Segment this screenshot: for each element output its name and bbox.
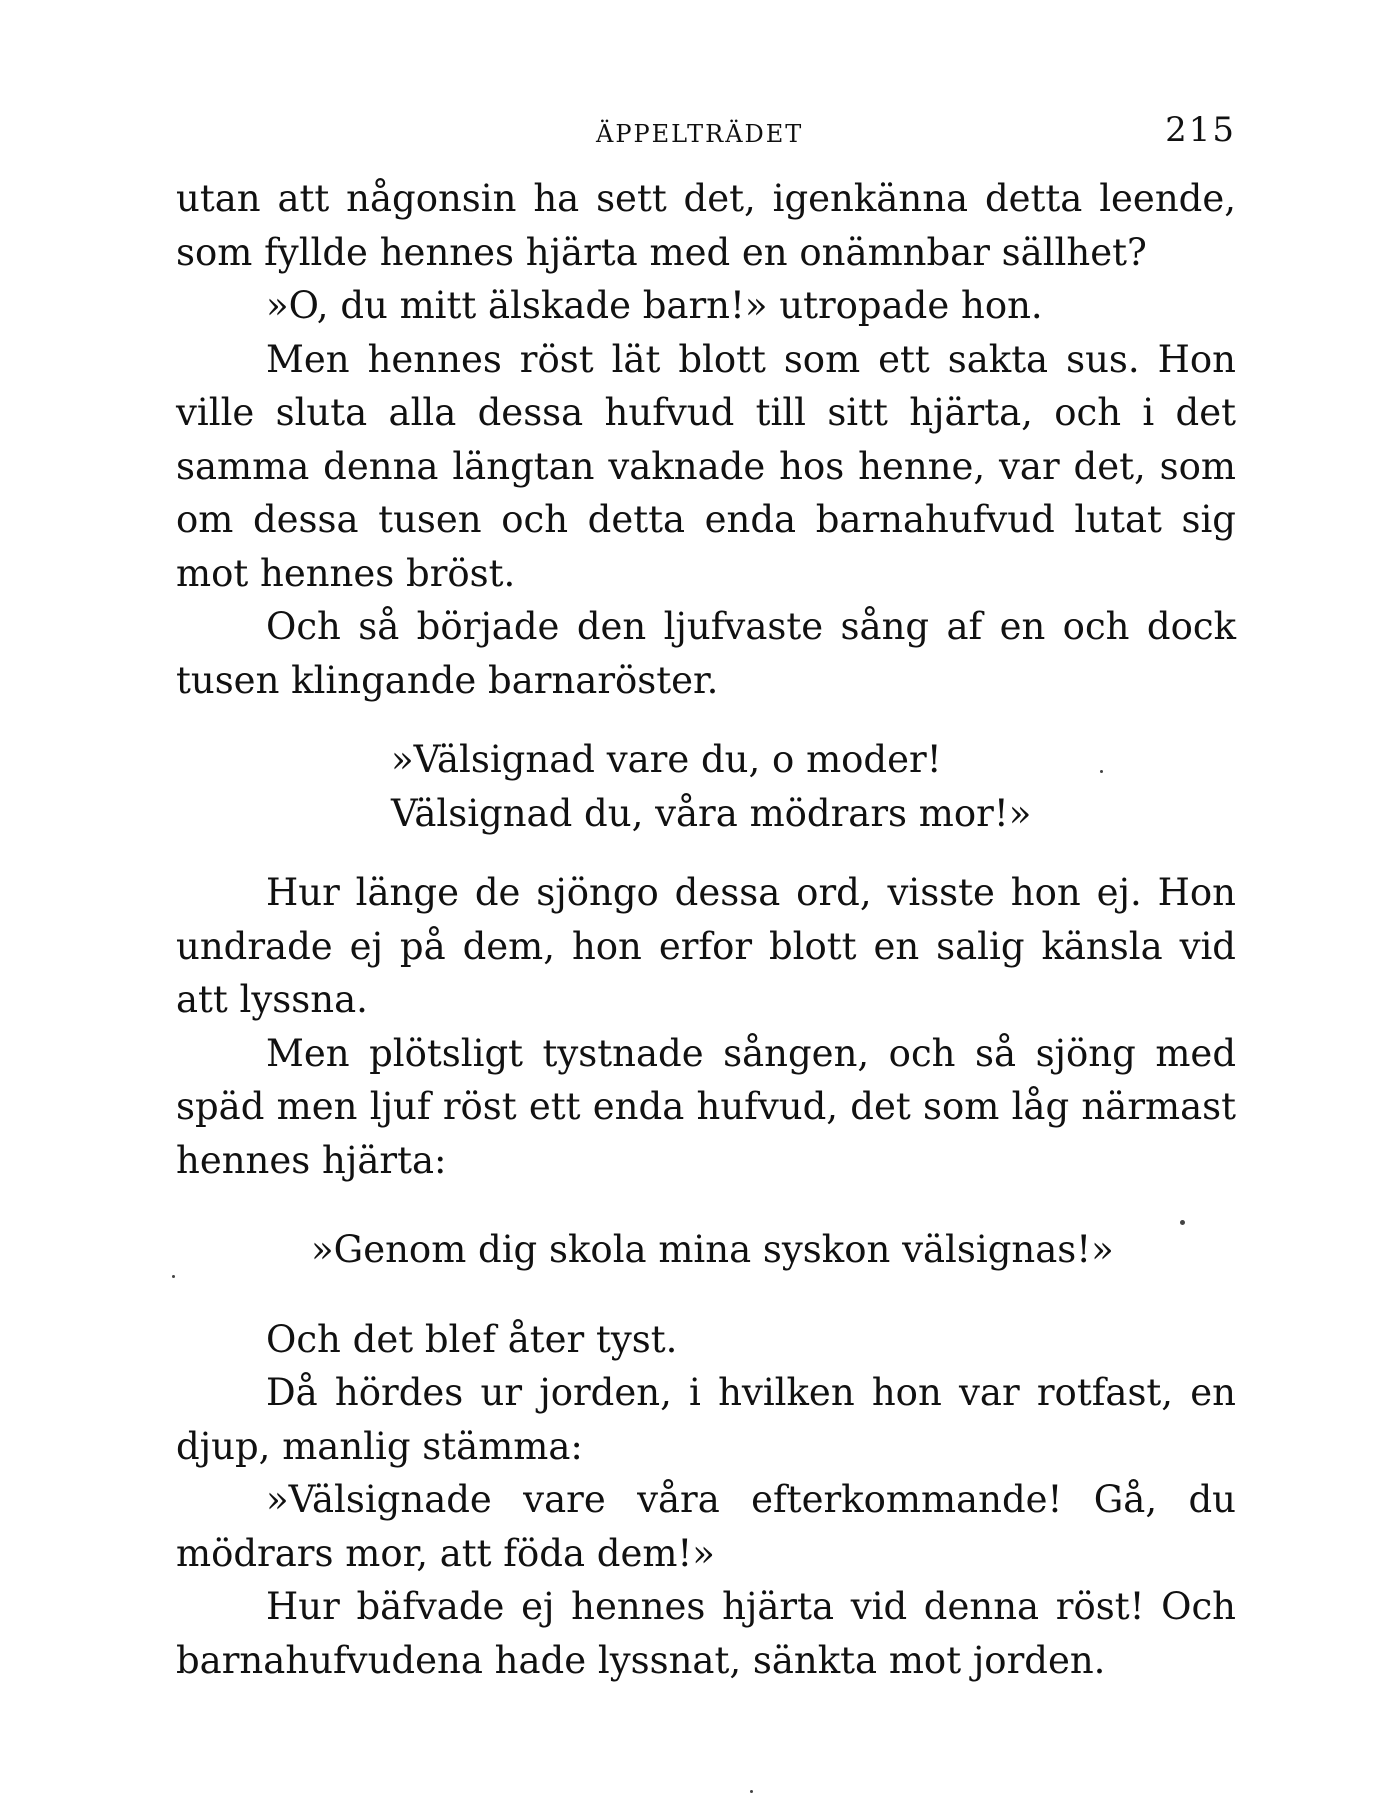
print-speck — [1180, 1220, 1185, 1225]
paragraph: Hur bäfvade ej hennes hjärta vid denna röst! Och barnahufvudena hade lyssnat, sänkta mot jorden. — [176, 1585, 1236, 1682]
paragraph: »Välsignade vare våra efterkommande! Gå, du mödrars mor, att föda dem!» — [176, 1478, 1236, 1575]
print-speck — [172, 1275, 175, 1278]
paragraph: Hur länge de sjöngo dessa ord, visste hon ej. Hon undrade ej på dem, hon erfor blott en salig känsla vid att lyssna. — [176, 871, 1236, 1021]
paragraph: Men plötsligt tystnade sången, och så sjöng med späd men ljuf röst ett enda hufvud, det som låg närmast hennes hjärta: — [176, 1031, 1236, 1182]
running-title: ÄPPELTRÄDET — [596, 120, 804, 148]
page-number: 215 — [1165, 110, 1236, 150]
page-body — [176, 172, 1236, 1687]
paragraph: utan att någonsin ha sett det, igenkänna detta leende, som fyllde hennes hjärta med en onämnbar sällhet? — [176, 177, 1236, 274]
paragraph: Och det blef åter tyst. — [266, 1317, 678, 1361]
paragraph: Och så började den ljufvaste sång af en och dock tusen klingande barnaröster. — [176, 605, 1236, 702]
paragraph: Men hennes röst lät blott som ett sakta sus. Hon ville sluta alla dessa hufvud till sitt hjärta, och i det samma denna längtan vaknade hos henne, var det, som om dessa tusen och detta enda barnahufvud lutat sig mot hennes bröst. — [176, 337, 1236, 595]
verse-block — [391, 733, 1236, 840]
paragraph: Då hördes ur jorden, i hvilken hon var rotfast, en djup, manlig stämma: — [176, 1371, 1236, 1468]
book-page — [176, 110, 1236, 1687]
verse-block — [311, 1223, 1236, 1277]
verse-line: Välsignad du, våra mödrars mor!» — [391, 791, 1032, 835]
verse-line: »Välsignad vare du, o moder! — [391, 738, 942, 781]
print-speck — [750, 1790, 753, 1793]
paragraph: »O, du mitt älskade barn!» utropade hon. — [266, 284, 1043, 327]
page-header — [176, 110, 1236, 160]
verse-line: »Genom dig skola mina syskon välsignas!» — [311, 1228, 1114, 1271]
print-speck — [1100, 770, 1103, 773]
